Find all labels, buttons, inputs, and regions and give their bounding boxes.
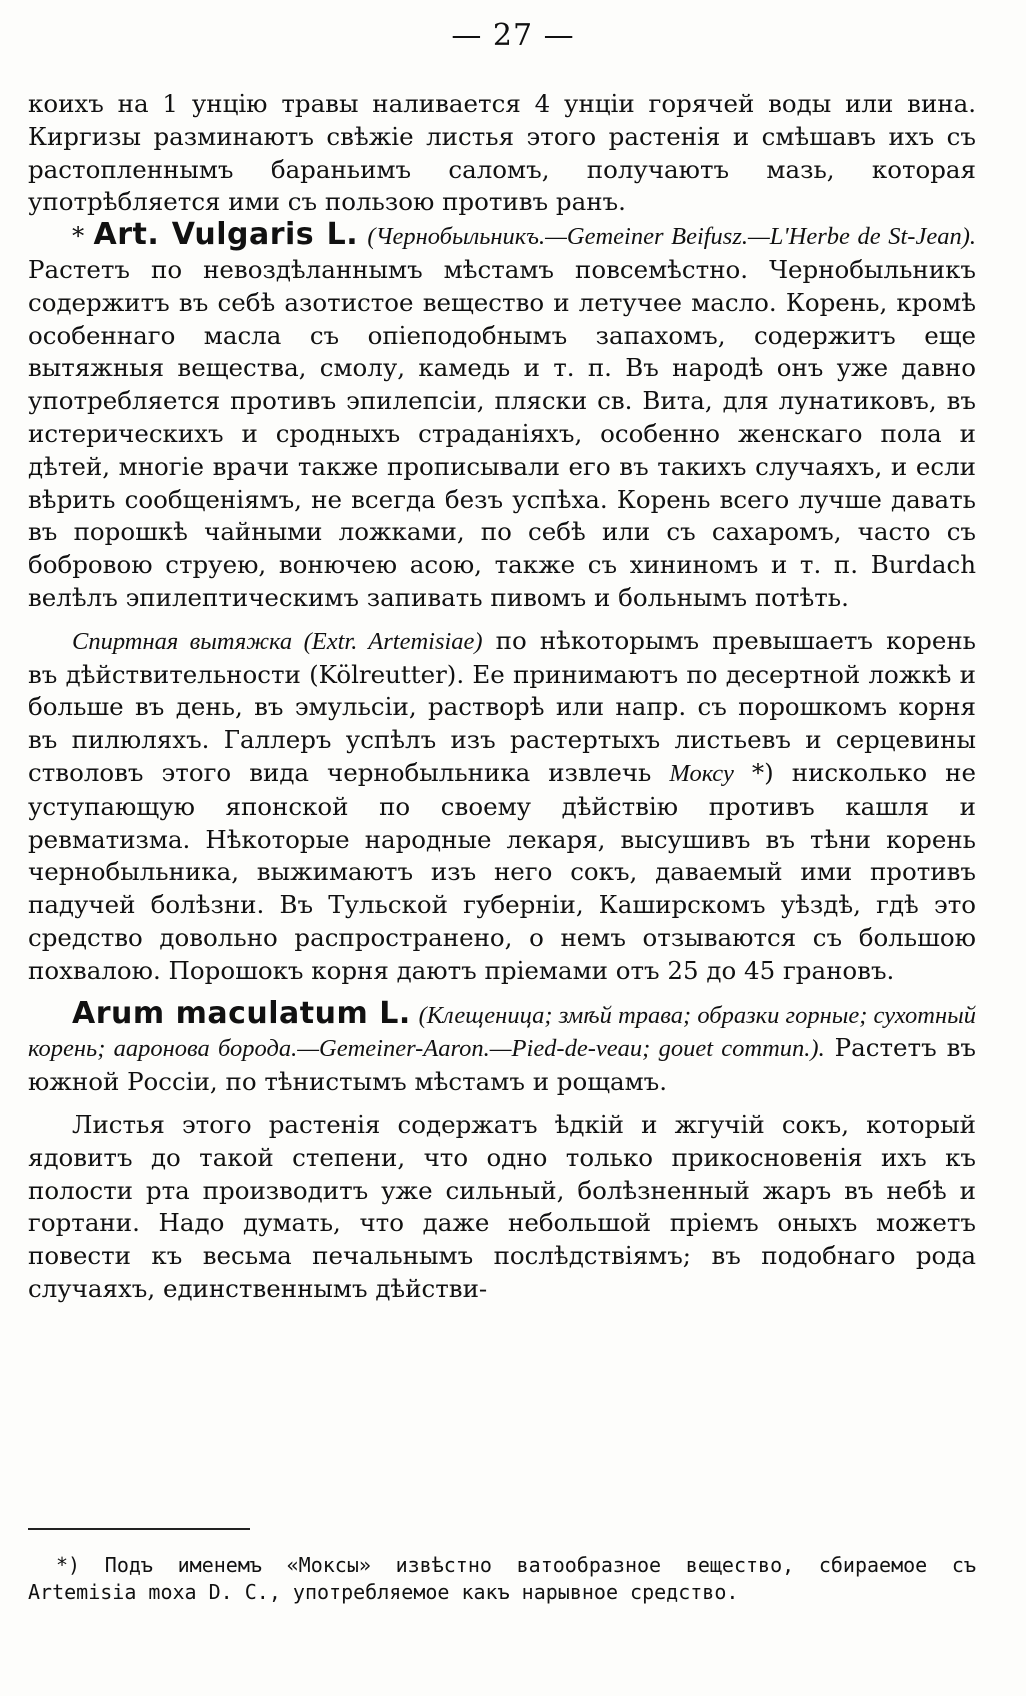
entry-arum-maculatum	[28, 995, 976, 1099]
footnote-marker: *	[72, 221, 85, 251]
entry-text: Растетъ по невоздѣланнымъ мѣстамъ повсемѣстно. Чернобыльникъ содержитъ въ себѣ азотистое вещество и летучее масло. Корень, кромѣ особеннаго масла съ опіеподобнымъ запахомъ, содержитъ еще вытяжныя вещества, смолу, камедь и т. п. Въ народѣ онъ уже давно употребляется противъ эпилепсіи, пляски св. Вита, для лунатиковъ, въ истерическихъ и сродныхъ страданіяхъ, особенно женскаго пола и дѣтей, многіе врачи также прописывали его въ такихъ случаяхъ, и если вѣрить сообщеніямъ, не всегда безъ успѣха. Корень всего лучше давать въ порошкѣ чайными ложками, по себѣ или съ сахаромъ, часто съ бобровою струею, вонючею асою, также съ хининомъ и т. п. Burdach велѣлъ эпилептическимъ запивать пивомъ и больнымъ потѣть.	[28, 254, 976, 612]
entry-synonyms: (Клещеница; змѣй трава; образки горные; сухотный корень; ааронова борода.—Gemeiner-Aaron.—Pied-de-veau; gouet commun.).	[28, 1001, 976, 1063]
entry-headword: Arum maculatum L.	[72, 995, 411, 1031]
entry-synonyms: (Чернобыльникъ.—Gemeiner Beifusz.—L'Herbe de St-Jean).	[367, 223, 976, 251]
paragraph-arum-leaves: Листья этого растенія содержатъ ѣдкій и жгучій сокъ, который ядовитъ до такой степени, что одно только прикосновенія ихъ къ полости рта производитъ уже сильный, болѣзненный жаръ въ небѣ и гортани. Надо думать, что даже небольшой пріемъ оныхъ можетъ повести къ весьма печальнымъ послѣдствіямъ; въ подобнаго рода случаяхъ, единственнымъ дѣйстви-	[28, 1109, 976, 1303]
footnote	[28, 1552, 976, 1606]
footnote-text: *) Подъ именемъ «Моксы» извѣстно ватообразное вещество, сбираемое съ Artemisia moxa D. C., употребляемое какъ нарывное средство.	[28, 1553, 976, 1604]
entry-headword: Art. Vulgaris L.	[93, 217, 359, 253]
body-text	[28, 88, 976, 1306]
footnote-divider	[28, 1528, 250, 1530]
extract-lead: Спиртная вытяжка (Extr. Artemisiae)	[72, 627, 483, 655]
extract-text-2: нисколько не уступающую японской по своему дѣйствію противъ кашля и ревматизма. Нѣкоторые народные лекаря, высушивъ въ тѣни корень чернобыльника, выжимаютъ изъ него сокъ, даваемый ими противъ падучей болѣзни. Въ Тульской губерніи, Каширскомъ уѣздѣ, гдѣ это средство довольно распространено, о немъ отзываются съ большою похвалою. Порошокъ корня даютъ пріемами отъ 25 до 45 грановъ.	[28, 757, 977, 985]
moxa-footnote-ref: *)	[751, 757, 774, 787]
page-number: — 27 —	[451, 18, 575, 53]
entry-artemisia-vulgaris	[28, 219, 976, 615]
paragraph-extract	[28, 625, 976, 988]
entry-text: Растетъ въ южной Россіи, по тѣнистымъ мѣстамъ и рощамъ.	[28, 1033, 976, 1097]
paragraph-continuation: коихъ на 1 унцію травы наливается 4 унціи горячей воды или вина. Киргизы разминаютъ свѣжіе листья этого растенія и смѣшавъ ихъ съ растопленнымъ бараньимъ саломъ, получаютъ мазь, которая употрѣбляется ими съ пользою противъ ранъ.	[28, 89, 976, 217]
moxa-term: Моксу	[669, 759, 734, 787]
extract-text-1: по нѣкоторымъ превышаетъ корень въ дѣйствительности (Kölreutter). Ее принимаютъ по десертной ложкѣ и больше въ день, въ эмульсіи, растворѣ или напр. съ порошкомъ корня въ пилюляхъ. Галлеръ успѣлъ изъ растертыхъ листьевъ и серцевины стволовъ этого вида чернобыльника извлечь	[28, 625, 976, 787]
